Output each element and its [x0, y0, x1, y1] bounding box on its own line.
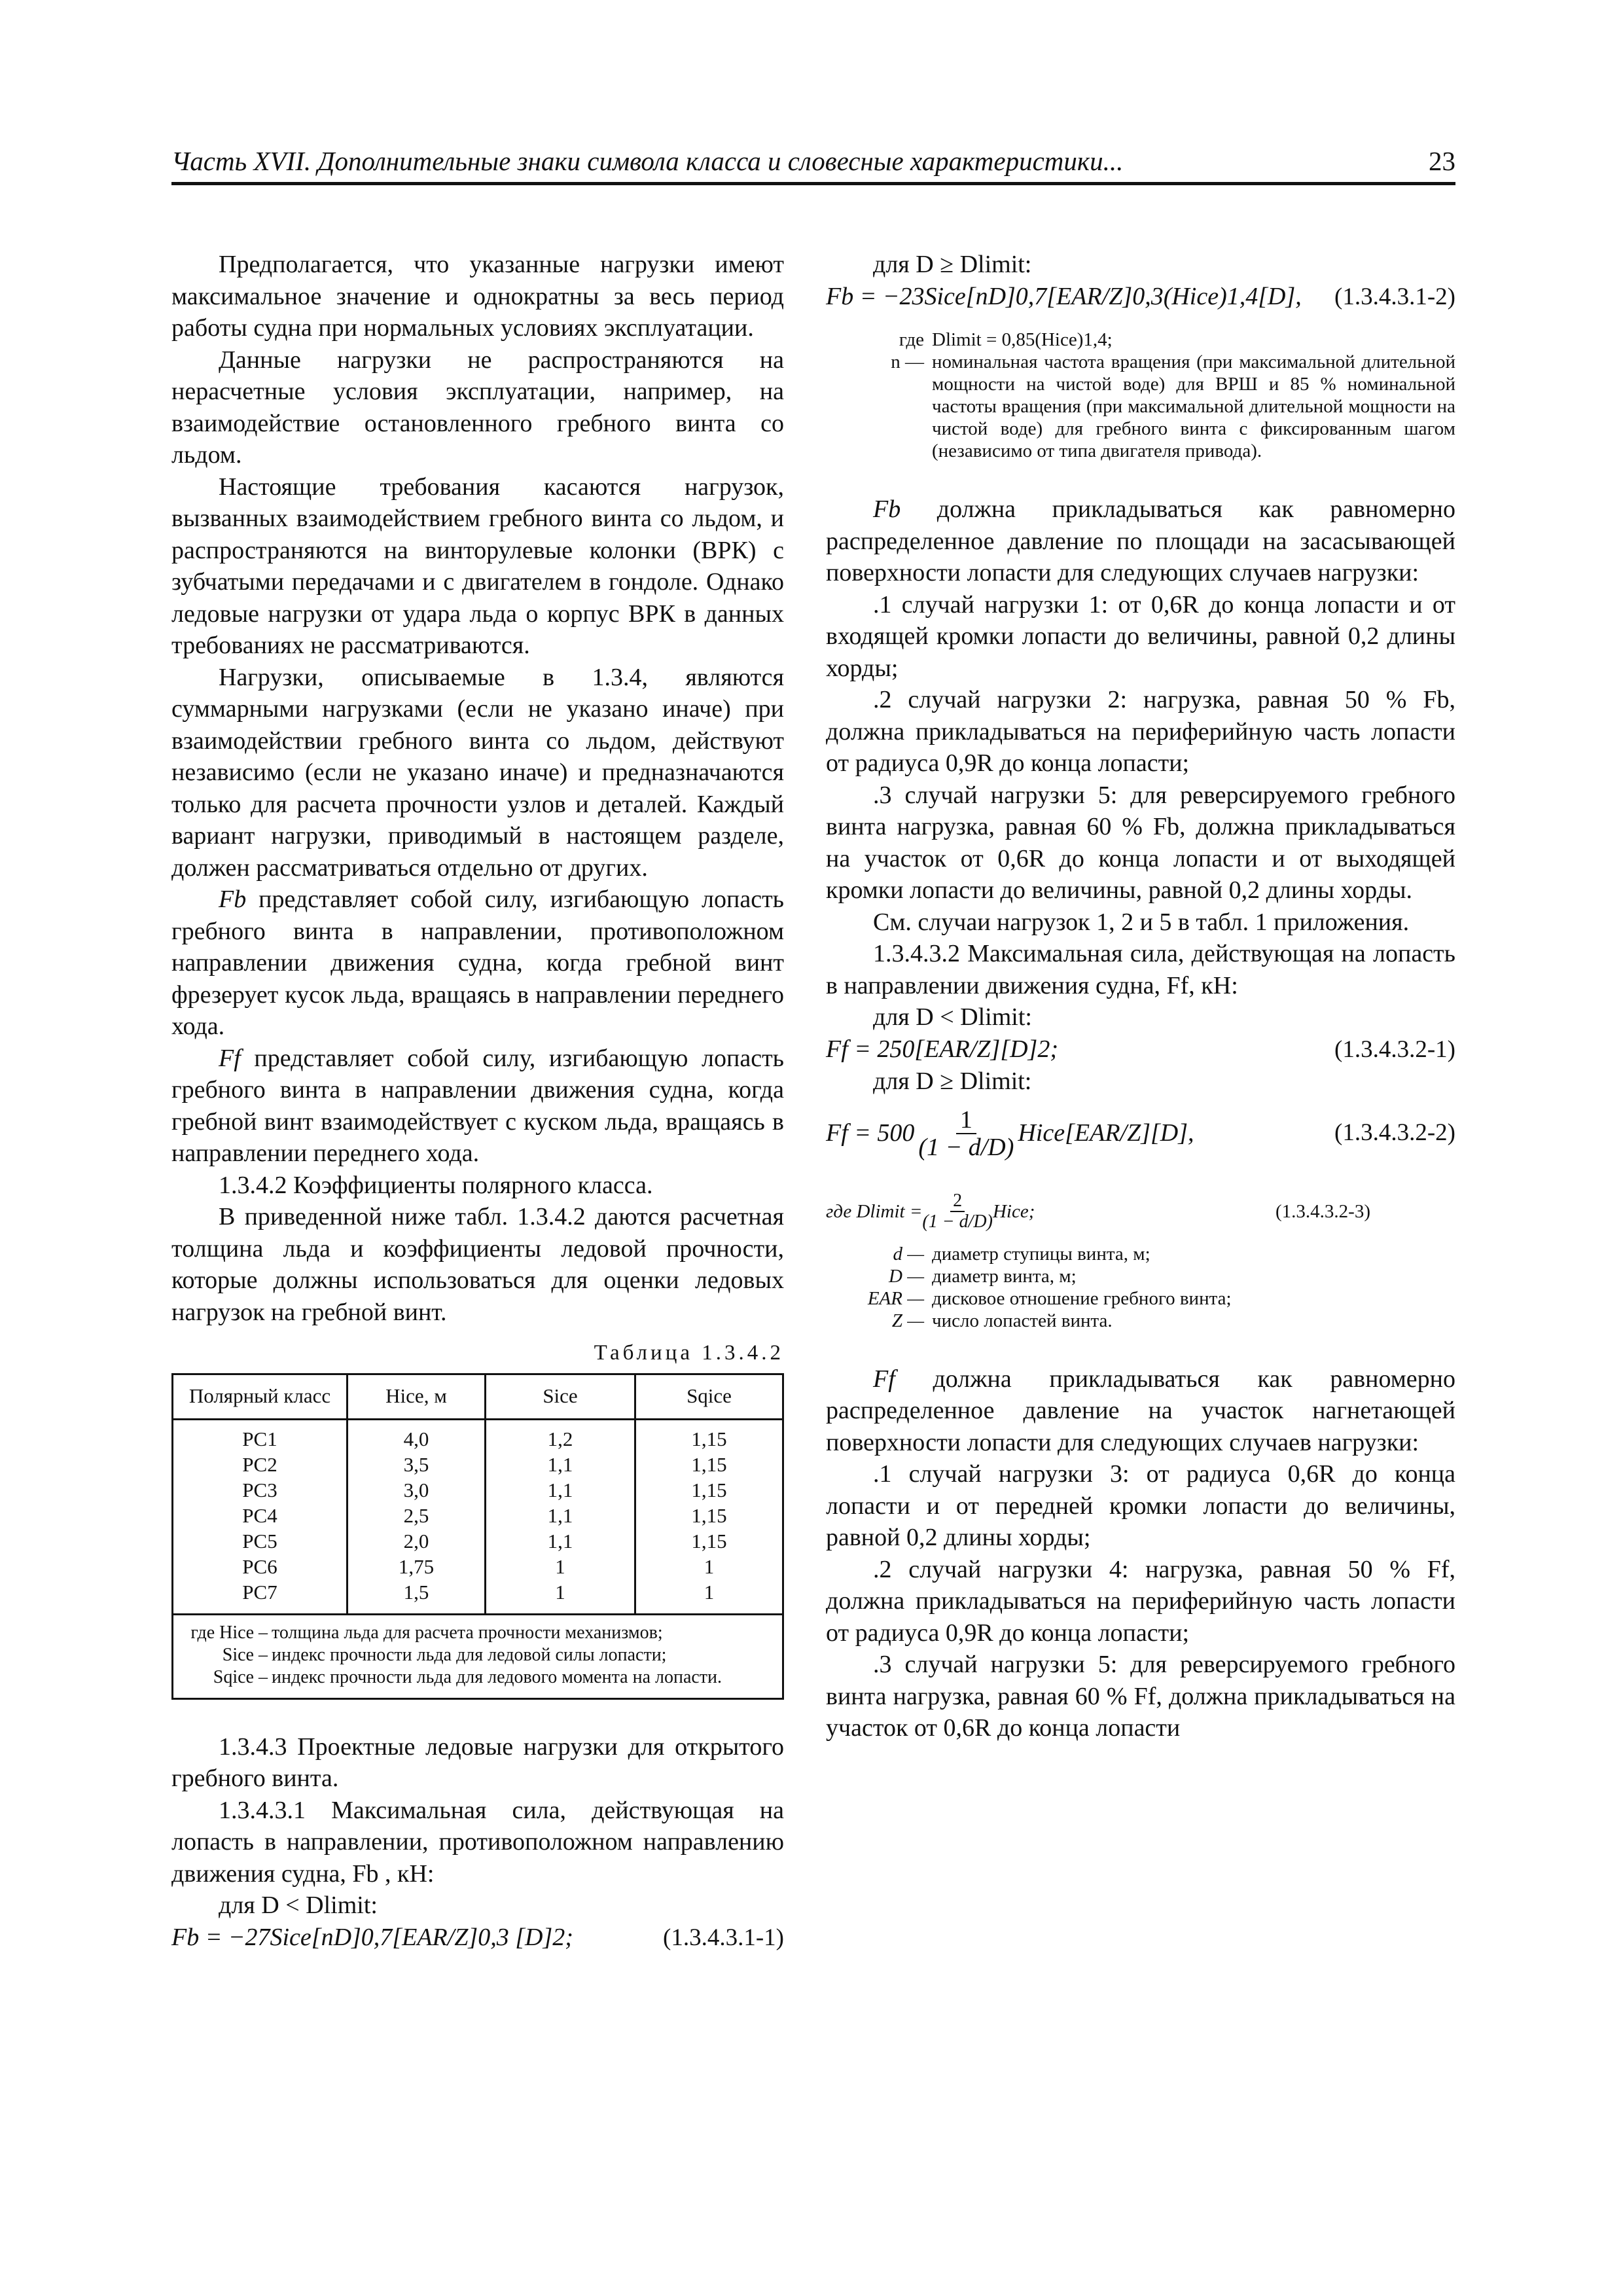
table-cell: 1: [486, 1579, 635, 1615]
subsection-heading: 1.3.4.3 Проектные ледовые нагрузки для открытого гребного винта.: [171, 1732, 784, 1792]
table-cell: 1,1: [486, 1503, 635, 1528]
table-cell: PC2: [173, 1452, 348, 1477]
note-key: где Hice –: [190, 1622, 268, 1643]
formula: [826, 1033, 1455, 1066]
table-cell: 1,5: [348, 1579, 486, 1615]
formula-number: (1.3.4.3.2-1): [1334, 1035, 1455, 1063]
fraction: [918, 1107, 1014, 1160]
definition-text: диаметр винта, м;: [932, 1265, 1077, 1287]
where-row: [826, 329, 1455, 351]
definition-key: D —: [889, 1265, 924, 1287]
running-header: [171, 145, 1455, 182]
table-row: [173, 1528, 783, 1554]
spacer: [826, 1170, 1455, 1185]
paragraph-text: представляет собой силу, изгибающую лопасть гребного винта в направлении движения судна, когда гребной винт взаимодействует с куском льда, вращаясь в направлении переднего хода.: [171, 1044, 784, 1167]
table-cell: 1: [635, 1554, 783, 1579]
table-cell: 1,15: [635, 1503, 783, 1528]
formula-number: (1.3.4.3.2-2): [1334, 1119, 1455, 1147]
ice-class-table: [171, 1373, 784, 1700]
spacer: [826, 462, 1455, 493]
list-item: .1 случай нагрузки 1: от 0,6R до конца лопасти и от входящей кромки лопасти до величины, равной 0,2 длины хорды;: [826, 590, 1455, 682]
definition-text: дисковое отношение гребного винта;: [932, 1287, 1232, 1309]
left-column: [171, 249, 784, 1954]
table-header-cell: Sqice: [635, 1374, 783, 1419]
paragraph: См. случаи нагрузок 1, 2 и 5 в табл. 1 приложения.: [873, 908, 1410, 936]
table-cell: 1,1: [486, 1528, 635, 1554]
table-row: [173, 1452, 783, 1477]
definition-key: Z —: [891, 1310, 924, 1331]
note-key: Sqice –: [213, 1666, 268, 1687]
paragraph-text: должна прикладываться как равномерно распределенное давление по площади на засасывающей поверхности лопасти для следующих случаев нагрузки:: [826, 495, 1456, 586]
table-notes: [173, 1614, 783, 1698]
table-cell: 1,75: [348, 1554, 486, 1579]
table-row: [173, 1477, 783, 1503]
list-item: .3 случай нагрузки 5: для реверсируемого гребного винта нагрузка, равная 60 % Fb, должна прикладываться на участок от 0,6R до конца лопасти и от выходящей кромки лопасти до величины, равной 0,2 длины хорды.: [826, 781, 1455, 904]
formula-expression: Ff = 250[EAR/Z][D]2;: [826, 1035, 1058, 1063]
symbol: Fb: [219, 886, 247, 913]
table-header-row: [173, 1374, 783, 1419]
page-number: 23: [1429, 146, 1455, 176]
formula-expression: Fb = −27Sice[nD]0,7[EAR/Z]0,3 [D]2;: [171, 1923, 573, 1951]
table-cell: 1,1: [486, 1452, 635, 1477]
paragraph: [826, 493, 1455, 589]
formula: [826, 1185, 1455, 1238]
table-cell: 1: [635, 1579, 783, 1615]
header-title: Часть XVII. Дополнительные знаки символа класса и словесные характеристики...: [171, 146, 1124, 176]
table-cell: PC3: [173, 1477, 348, 1503]
formula-rhs: Hice;: [992, 1200, 1035, 1222]
table-row: [173, 1503, 783, 1528]
formula-lhs: Ff = 500: [826, 1119, 915, 1147]
table-cell: 2,0: [348, 1528, 486, 1554]
paragraph: Настоящие требования касаются нагрузок, вызванных взаимодействием гребного винта со льдом, и распространяются на винторулевые колонки (ВРК) с зубчатыми передачами и с двигателем в гондоле. Однако ледовые нагрузки от удара льда о корпус ВРК в данных требованиях не рассматриваются.: [171, 473, 784, 659]
table-cell: PC5: [173, 1528, 348, 1554]
table-header-cell: Полярный класс: [173, 1374, 348, 1419]
table-cell: PC6: [173, 1554, 348, 1579]
table-note: [183, 1622, 773, 1644]
table-row: [173, 1419, 783, 1452]
table-cell: PC7: [173, 1579, 348, 1615]
formula: [826, 281, 1455, 314]
definition-row: [826, 1310, 1455, 1332]
table-cell: 1: [486, 1554, 635, 1579]
symbol: Fb: [873, 495, 901, 523]
formula: [826, 1098, 1455, 1170]
right-column: [826, 249, 1455, 1744]
symbol: Ff: [873, 1365, 895, 1393]
table-cell: 3,0: [348, 1477, 486, 1503]
where-text: Dlimit = 0,85(Hice)1,4;: [932, 329, 1113, 350]
definition-key: EAR —: [867, 1287, 924, 1309]
table-cell: 1,1: [486, 1477, 635, 1503]
definition-text: диаметр ступицы винта, м;: [932, 1243, 1150, 1265]
subsection-heading: 1.3.4.2 Коэффициенты полярного класса.: [219, 1171, 653, 1199]
formula-expression: Fb = −23Sice[nD]0,7[EAR/Z]0,3(Hice)1,4[D],: [826, 282, 1302, 310]
fraction: [922, 1191, 993, 1232]
table-caption: Таблица 1.3.4.2: [594, 1341, 784, 1365]
condition: для D ≥ Dlimit:: [873, 1067, 1032, 1095]
definition-row: [826, 1287, 1455, 1310]
table-cell: 1,15: [635, 1452, 783, 1477]
symbol: Ff: [219, 1044, 241, 1072]
paragraph: [171, 1043, 784, 1170]
condition: для D < Dlimit:: [219, 1892, 378, 1919]
formula-number: (1.3.4.3.1-2): [1334, 283, 1455, 310]
where-text: номинальная частота вращения (при максимальной длительной мощности на чистой воде) для ВРШ и 85 % номинальной частоты вращения (при максимальной длительной мощности на чистой воде) для гребного винта с фиксированным шагом (независимо от типа двигателя привода).: [932, 351, 1455, 461]
paragraph: В приведенной ниже табл. 1.3.4.2 даются расчетная толщина льда и коэффициенты ледовой прочности, которые должны использоваться для оценки ледовых нагрузок на гребной винт.: [171, 1203, 784, 1326]
fraction-numerator: 1: [956, 1107, 976, 1134]
note-text: индекс прочности льда для ледового момента на лопасти.: [272, 1666, 722, 1687]
formula-number: (1.3.4.3.2-3): [1275, 1200, 1370, 1222]
definition-key: d —: [893, 1243, 924, 1265]
paragraph: 1.3.4.3.1 Максимальная сила, действующая на лопасть в направлении, противоположном направлению движения судна, Fb , кН:: [171, 1796, 784, 1888]
list-item: .2 случай нагрузки 2: нагрузка, равная 50 % Fb, должна прикладываться на периферийную часть лопасти от радиуса 0,9R до конца лопасти;: [826, 686, 1455, 777]
spacer: [826, 313, 1455, 329]
definition-row: [826, 1243, 1455, 1265]
formula-lhs: где Dlimit =: [826, 1200, 923, 1222]
where-key: где: [899, 329, 924, 350]
spacer: [826, 1332, 1455, 1363]
table-cell: 3,5: [348, 1452, 486, 1477]
table-header-cell: Hice, м: [348, 1374, 486, 1419]
where-block: [826, 329, 1455, 462]
table-cell: 1,2: [486, 1419, 635, 1452]
condition: для D ≥ Dlimit:: [873, 251, 1032, 278]
note-key: Sice –: [222, 1644, 268, 1665]
list-item: .3 случай нагрузки 5: для реверсируемого гребного винта нагрузка, равная 60 % Ff, должна прикладываться на участок от 0,6R до конца лопасти: [826, 1651, 1455, 1742]
table-note: [183, 1644, 773, 1666]
table-row: [173, 1579, 783, 1615]
table-cell: 1,15: [635, 1528, 783, 1554]
formula-expression: [826, 1191, 1035, 1232]
table-cell: 4,0: [348, 1419, 486, 1452]
formula-expression: [826, 1107, 1194, 1160]
table-notes-row: [173, 1614, 783, 1698]
fraction-denominator: (1 − d/D): [918, 1133, 1014, 1161]
paragraph: [826, 1363, 1455, 1459]
note-text: толщина льда для расчета прочности механизмов;: [272, 1622, 663, 1643]
paragraph: [171, 884, 784, 1043]
where-row: [826, 351, 1455, 462]
paragraph: Нагрузки, описываемые в 1.3.4, являются суммарными нагрузками (если не указано иначе) при взаимодействии гребного винта со льдом, действуют независимо (если не указано иначе) и предназначаются только для расчета прочности узлов и деталей. Каждый вариант нагрузки, приводимый в настоящем разделе, должен рассматриваться отдельно от других.: [171, 663, 784, 882]
list-item: .2 случай нагрузки 4: нагрузка, равная 50 % Ff, должна прикладываться на периферийную часть лопасти от радиуса 0,9R до конца лопасти;: [826, 1555, 1455, 1647]
table-cell: 1,15: [635, 1419, 783, 1452]
paragraph: Предполагается, что указанные нагрузки имеют максимальное значение и однократны за весь период работы судна при нормальных условиях эксплуатации.: [171, 251, 784, 342]
table-header-cell: Sice: [486, 1374, 635, 1419]
table-cell: PC4: [173, 1503, 348, 1528]
spacer: [171, 1700, 784, 1731]
note-text: индекс прочности льда для ледовой силы лопасти;: [272, 1644, 667, 1665]
definition-text: число лопастей винта.: [932, 1310, 1113, 1331]
paragraph: 1.3.4.3.2 Максимальная сила, действующая на лопасть в направлении движения судна, Ff, кН:: [826, 940, 1455, 999]
definitions: [826, 1243, 1455, 1332]
table-cell: 1,15: [635, 1477, 783, 1503]
paragraph-text: представляет собой силу, изгибающую лопасть гребного винта в направлении, противоположном направлении движения судна, когда гребной винт фрезерует кусок льда, вращаясь в направлении переднего хода.: [171, 886, 784, 1040]
fraction-denominator: (1 − d/D): [922, 1211, 993, 1232]
formula: [171, 1922, 784, 1954]
where-key: n —: [891, 351, 924, 372]
paragraph-text: должна прикладываться как равномерно распределенное давление на участок нагнетающей поверхности лопасти для следующих случаев нагрузки:: [826, 1365, 1456, 1456]
formula-number: (1.3.4.3.1-1): [663, 1924, 784, 1951]
list-item: .1 случай нагрузки 3: от радиуса 0,6R до конца лопасти и от передней кромки лопасти до величины, равной 0,2 длины хорды;: [826, 1460, 1455, 1551]
paragraph: Данные нагрузки не распространяются на нерасчетные условия эксплуатации, например, на взаимодействие остановленного гребного винта со льдом.: [171, 346, 784, 469]
header-rule: [171, 182, 1455, 185]
formula-rhs: Hice[EAR/Z][D],: [1018, 1119, 1194, 1147]
condition: для D < Dlimit:: [873, 1003, 1032, 1031]
fraction-numerator: 2: [950, 1191, 965, 1212]
table-cell: PC1: [173, 1419, 348, 1452]
table-row: [173, 1554, 783, 1579]
table-note: [183, 1666, 773, 1689]
definition-row: [826, 1265, 1455, 1287]
table-cell: 2,5: [348, 1503, 486, 1528]
